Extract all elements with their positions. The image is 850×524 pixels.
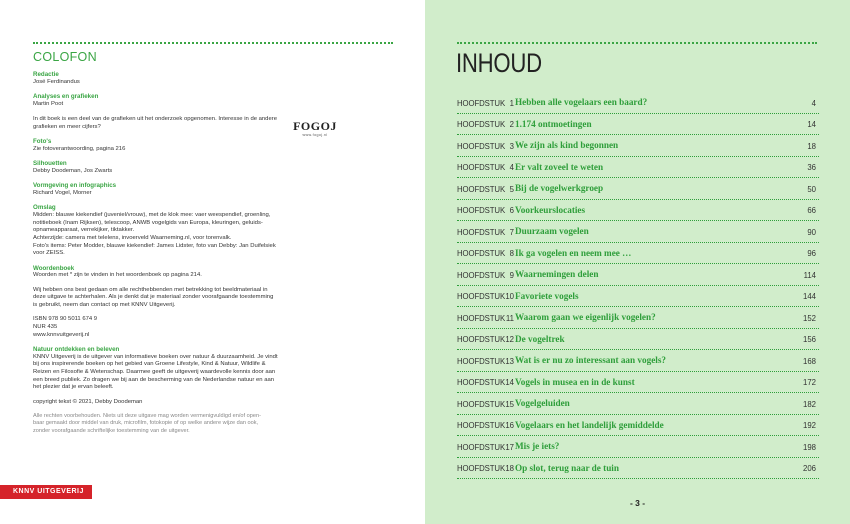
chapter-label: HOOFDSTUK (457, 378, 506, 387)
disclaimer-text: Alle rechten voorbehouden. Niets uit deze uitgave mag worden vermenigvuldigd en/of open- baar gemaakt door middel van druk, microfilm, fotokopie of op welke andere wijze dan ook, zonder voorafgaande schriftelijke toestemming van de uitgever. (33, 412, 261, 434)
chapter-page: 144 (802, 292, 816, 301)
chapter-title: 1.174 ontmoetingen (515, 118, 592, 129)
chapter-number: 14 (505, 378, 514, 387)
colofon-section-text: Richard Vogel, Morner (33, 189, 92, 196)
toc-row[interactable] (457, 436, 819, 458)
chapter-title: De vogeltrek (515, 333, 565, 344)
chapter-title: Vogelaars en het landelijk gemiddelde (515, 419, 664, 430)
chapter-label: HOOFDSTUK (457, 270, 506, 280)
chapter-number: 2 (509, 120, 514, 129)
chapter-page: 198 (802, 442, 816, 452)
chapter-title: We zijn als kind begonnen (515, 140, 619, 151)
chapter-number: 16 (505, 421, 514, 430)
natuur-heading: Natuur ontdekken en beleven (33, 345, 120, 353)
chapter-number: 7 (509, 227, 514, 237)
colofon-section-text: Martin Poot In dit boek is een deel van de grafieken uit het onderzoek opgenomen. Interesse in de andere grafieken en meer cijfers? (33, 100, 277, 130)
colofon-section-heading: Analyses en grafieken (33, 93, 99, 100)
chapter-title: Waarnemingen delen (515, 269, 599, 280)
toc-row[interactable] (457, 178, 819, 200)
chapter-number: 9 (509, 270, 514, 280)
chapter-page: 14 (807, 120, 816, 129)
chapter-title: Op slot, terug naar de tuin (515, 462, 619, 473)
colofon-section-heading: Silhouetten (33, 160, 67, 168)
colofon-section-text: José Ferdinandus (33, 78, 80, 85)
colofon-section-text: Debby Doodeman, Jos Zwarts (33, 167, 113, 174)
chapter-number: 10 (505, 292, 514, 301)
chapter-label: HOOFDSTUK (457, 335, 506, 344)
toc-row[interactable] (457, 243, 819, 265)
chapter-label: HOOFDSTUK (457, 464, 506, 473)
rights-text: Wij hebben ons best gedaan om alle rechthebbenden met betrekking tot beeldmateriaal in deze uitgave te achterhalen. Als je denkt dat je materiaal zonder voorafgaande toestemming is gebruikt, neem dan contact op met KNNV Uitgeverij. (33, 286, 274, 309)
chapter-label: HOOFDSTUK (457, 249, 506, 258)
table-of-contents (457, 92, 819, 479)
toc-row[interactable] (457, 393, 819, 415)
inhoud-page (425, 0, 850, 524)
chapter-label: HOOFDSTUK (457, 141, 506, 151)
chapter-page: 18 (807, 141, 816, 151)
colofon-section-heading: Foto's (33, 138, 52, 146)
chapter-number: 18 (505, 464, 514, 473)
chapter-page: 156 (802, 335, 816, 344)
colofon-section-text: Woorden met * zijn te vinden in het woordenboek op pagina 214. (33, 272, 202, 279)
chapter-number: 13 (505, 356, 514, 366)
chapter-page: 66 (807, 206, 816, 215)
colofon-sections (33, 71, 318, 280)
chapter-title: Hebben alle vogelaars een baard? (515, 97, 648, 108)
toc-row[interactable] (457, 221, 819, 243)
toc-row[interactable] (457, 307, 819, 329)
colofon-section (33, 138, 318, 154)
colofon-section-heading: Woordenboek (33, 264, 75, 272)
chapter-number: 8 (509, 249, 514, 258)
copyright-text: copyright tekst © 2021, Debby Doodeman (33, 398, 143, 405)
chapter-title: Ik ga vogelen en neem mee … (515, 247, 632, 258)
toc-row[interactable] (457, 135, 819, 157)
chapter-number: 1 (509, 98, 514, 108)
chapter-page: 90 (807, 227, 816, 237)
chapter-number: 15 (505, 399, 514, 409)
chapter-title: Er valt zoveel te weten (515, 161, 604, 172)
chapter-label: HOOFDSTUK (457, 292, 506, 301)
toc-row[interactable] (457, 200, 819, 222)
chapter-number: 17 (505, 442, 514, 452)
chapter-title: Waarom gaan we eigenlijk vogelen? (515, 312, 656, 323)
chapter-label: HOOFDSTUK (457, 163, 506, 172)
toc-row[interactable] (457, 350, 819, 372)
chapter-number: 5 (509, 184, 514, 194)
chapter-page: 152 (802, 313, 816, 323)
chapter-page: 36 (807, 163, 816, 172)
chapter-title: Voorkeurslocaties (515, 204, 586, 215)
chapter-page: 114 (803, 270, 816, 280)
chapter-title: Vogelgeluiden (515, 398, 570, 409)
chapter-page: 4 (811, 98, 816, 108)
chapter-title: Mis je iets? (515, 441, 560, 452)
chapter-page: 168 (802, 356, 816, 366)
inhoud-title: INHOUD (456, 48, 542, 78)
chapter-page: 192 (802, 421, 816, 430)
toc-row[interactable] (457, 415, 819, 437)
colofon-section (33, 182, 318, 198)
publisher-badge: KNNV UITGEVERIJ (0, 485, 92, 499)
toc-row[interactable] (457, 286, 819, 308)
chapter-page: 172 (802, 378, 816, 387)
colofon-section (33, 265, 318, 281)
toc-row[interactable] (457, 114, 819, 136)
chapter-number: 11 (505, 313, 514, 323)
chapter-number: 3 (509, 141, 514, 151)
colofon-section (33, 160, 318, 176)
chapter-page: 50 (807, 184, 816, 194)
chapter-title: Favoriete vogels (515, 290, 579, 301)
chapter-number: 4 (509, 163, 514, 172)
toc-row[interactable] (457, 264, 819, 286)
toc-row[interactable] (457, 372, 819, 394)
chapter-label: HOOFDSTUK (457, 120, 506, 129)
chapter-page: 206 (802, 464, 816, 473)
colofon-section-heading: Omslag (33, 204, 56, 212)
colofon-body (33, 71, 318, 435)
colofon-title: COLOFON (33, 50, 97, 64)
logo-url: www.fogoj.nl (302, 133, 328, 137)
colofon-section-heading: Redactie (33, 71, 59, 78)
chapter-title: Bij de vogelwerkgroep (515, 183, 604, 194)
top-dotted-rule (33, 42, 393, 44)
chapter-label: HOOFDSTUK (457, 442, 506, 452)
chapter-title: Vogels in musea en in de kunst (515, 376, 635, 387)
toc-row[interactable] (457, 458, 819, 480)
isbn-text: ISBN 978 90 5011 674 9 NUR 435 www.knnvuitgeverij.nl (33, 316, 98, 338)
chapter-label: HOOFDSTUK (457, 206, 506, 215)
toc-row[interactable] (457, 92, 819, 114)
colofon-section (33, 71, 318, 87)
colofon-section-text: Zie fotoverantwoording, pagina 216 (33, 145, 126, 152)
chapter-label: HOOFDSTUK (457, 399, 506, 409)
chapter-label: HOOFDSTUK (457, 227, 506, 237)
chapter-number: 6 (509, 206, 514, 215)
chapter-page: 96 (807, 249, 816, 258)
colofon-section (33, 93, 318, 132)
colofon-section-text: Midden: blauwe kiekendief (juveniel/vrouw), met de klok mee: vaer weespendief, groenling, notitieboek (Inam Rijksen), telescoop, ANWB vogelgids van Europa, kleuringen, geluids- opnameapparaat, verrekijker, tiktakker. Achterzijde: camera met telelens, invoerveld Waarneming.nl, voor torenvalk. Foto's items: Peter Modder, blauwe kiekendief: James Lidster, foto van Debby: Jan Duifelsiek voor ZEISS. (33, 211, 276, 257)
natuur-section (33, 346, 318, 392)
fogoj-logo (293, 120, 337, 138)
chapter-number: 12 (505, 335, 514, 344)
chapter-page: 182 (802, 399, 816, 409)
chapter-label: HOOFDSTUK (457, 313, 506, 323)
chapter-label: HOOFDSTUK (457, 98, 506, 108)
colofon-section-heading: Vormgeving en infographics (33, 182, 117, 190)
toc-row[interactable] (457, 329, 819, 351)
logo-mark: FOGOJ (293, 119, 337, 133)
page-number: - 3 - (629, 498, 646, 508)
top-dotted-rule (457, 42, 817, 44)
chapter-title: Wat is er nu zo interessant aan vogels? (515, 355, 667, 366)
chapter-label: HOOFDSTUK (457, 356, 506, 366)
chapter-label: HOOFDSTUK (457, 421, 506, 430)
toc-row[interactable] (457, 157, 819, 179)
natuur-text: KNNV Uitgeverij is de uitgever van informatieve boeken over natuur & duurzaamheid. Je vindt bij ons inspirerende boeken op het gebied van Groene Lifestyle, Kind & Natuur, Wildlife & Reizen en Filosofie & Wetenschap. Daarmee geeft de uitgeverij waardevolle kennis door aan een breed publiek. Zo dragen we bij aan de bescherming van de Nederlandse natuur en aan het plezier dat je ervan beleeft. (33, 353, 278, 391)
colofon-section (33, 204, 318, 258)
chapter-title: Duurzaam vogelen (515, 226, 589, 237)
chapter-label: HOOFDSTUK (457, 184, 506, 194)
